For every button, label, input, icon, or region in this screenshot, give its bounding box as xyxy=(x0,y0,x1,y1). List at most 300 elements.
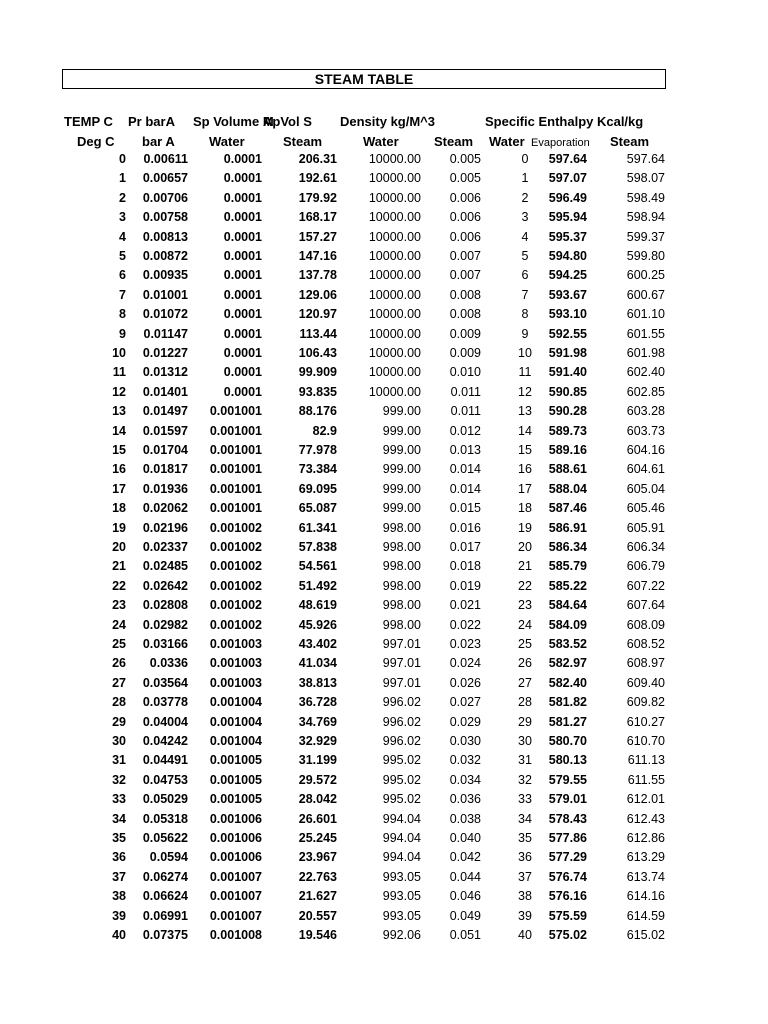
cell-enthalpy-evaporation: 579.55 xyxy=(548,772,587,787)
cell-pressure: 0.01597 xyxy=(142,423,188,438)
cell-spvol-water: 0.0001 xyxy=(223,307,262,322)
cell-density-water: 998.00 xyxy=(382,617,421,632)
cell-enthalpy-steam: 608.52 xyxy=(626,637,665,651)
table-row xyxy=(0,307,768,326)
cell-pressure: 0.00706 xyxy=(142,190,188,205)
cell-enthalpy-steam: 601.10 xyxy=(626,307,665,322)
subheader-spvol-steam: Steam xyxy=(283,134,323,149)
table-row xyxy=(0,268,768,287)
table-row xyxy=(0,404,768,423)
cell-spvol-steam: 21.627 xyxy=(298,889,337,904)
cell-density-water: 999.00 xyxy=(382,481,421,496)
cell-pressure: 0.01704 xyxy=(142,443,188,457)
cell-enthalpy-evaporation: 584.09 xyxy=(548,617,587,632)
cell-density-water: 10000.00 xyxy=(368,365,421,380)
cell-enthalpy-water: 31 xyxy=(518,753,532,768)
cell-density-steam: 0.032 xyxy=(449,753,481,768)
cell-enthalpy-evaporation: 593.67 xyxy=(548,287,587,302)
cell-density-steam: 0.008 xyxy=(449,307,481,322)
cell-density-water: 10000.00 xyxy=(368,171,421,186)
header-density: Density kg/M^3 xyxy=(340,114,436,129)
cell-enthalpy-evaporation: 586.91 xyxy=(548,520,587,535)
cell-enthalpy-water: 28 xyxy=(518,695,532,710)
cell-pressure: 0.05622 xyxy=(142,831,188,845)
cell-density-steam: 0.005 xyxy=(449,171,481,186)
cell-enthalpy-water: 12 xyxy=(518,384,532,399)
cell-density-water: 998.00 xyxy=(382,598,421,613)
table-row xyxy=(0,443,768,462)
cell-enthalpy-steam: 599.37 xyxy=(626,229,665,244)
cell-pressure: 0.00872 xyxy=(142,249,188,263)
table-row xyxy=(0,734,768,753)
cell-density-water: 10000.00 xyxy=(368,346,421,360)
table-row xyxy=(0,385,768,404)
header-apvol: ApVol S xyxy=(263,114,312,129)
cell-enthalpy-water: 34 xyxy=(518,811,532,826)
cell-pressure: 0.03778 xyxy=(142,695,188,710)
cell-spvol-steam: 179.92 xyxy=(298,190,337,205)
cell-density-steam: 0.024 xyxy=(449,656,481,671)
cell-density-steam: 0.015 xyxy=(449,501,481,516)
cell-temp: 35 xyxy=(112,831,126,845)
cell-spvol-steam: 43.402 xyxy=(298,637,337,651)
cell-density-steam: 0.029 xyxy=(449,714,481,729)
cell-density-water: 998.00 xyxy=(382,520,421,535)
cell-enthalpy-steam: 600.67 xyxy=(626,287,665,302)
cell-spvol-water: 0.0001 xyxy=(223,346,262,360)
table-row xyxy=(0,618,768,637)
cell-enthalpy-water: 16 xyxy=(518,462,532,477)
subheader-enthalpy-evaporation: Evaporation xyxy=(531,137,590,149)
cell-temp: 5 xyxy=(119,249,126,263)
cell-spvol-water: 0.001005 xyxy=(209,792,262,807)
cell-density-steam: 0.006 xyxy=(449,210,481,225)
cell-temp: 6 xyxy=(119,268,126,283)
table-row xyxy=(0,637,768,656)
cell-temp: 9 xyxy=(119,326,126,341)
table-row xyxy=(0,850,768,869)
cell-pressure: 0.00611 xyxy=(143,152,188,166)
cell-enthalpy-steam: 605.46 xyxy=(626,501,665,516)
cell-spvol-steam: 69.095 xyxy=(298,481,337,496)
table-row xyxy=(0,928,768,947)
cell-spvol-water: 0.001004 xyxy=(209,734,262,748)
cell-pressure: 0.04753 xyxy=(142,772,188,787)
cell-spvol-steam: 99.909 xyxy=(298,365,337,380)
cell-enthalpy-water: 10 xyxy=(518,346,532,360)
cell-spvol-steam: 36.728 xyxy=(298,695,337,710)
table-row xyxy=(0,909,768,928)
cell-enthalpy-water: 17 xyxy=(518,481,532,496)
cell-density-steam: 0.011 xyxy=(450,384,481,399)
cell-temp: 0 xyxy=(119,152,126,166)
cell-enthalpy-steam: 613.29 xyxy=(626,850,665,865)
cell-density-water: 10000.00 xyxy=(368,384,421,399)
cell-temp: 15 xyxy=(112,443,126,457)
cell-enthalpy-water: 36 xyxy=(518,850,532,865)
cell-spvol-water: 0.001001 xyxy=(209,404,262,419)
cell-density-steam: 0.036 xyxy=(449,792,481,807)
cell-temp: 1 xyxy=(119,171,126,186)
cell-enthalpy-evaporation: 580.13 xyxy=(548,753,587,768)
cell-enthalpy-water: 11 xyxy=(518,365,532,380)
cell-enthalpy-steam: 598.94 xyxy=(626,210,665,225)
cell-density-water: 999.00 xyxy=(382,423,421,438)
cell-spvol-steam: 192.61 xyxy=(298,171,337,186)
cell-density-water: 993.05 xyxy=(382,889,421,904)
cell-density-water: 998.00 xyxy=(382,578,421,593)
cell-enthalpy-steam: 604.16 xyxy=(626,443,665,457)
cell-spvol-water: 0.001007 xyxy=(209,889,262,904)
cell-spvol-steam: 120.97 xyxy=(298,307,337,322)
cell-temp: 10 xyxy=(112,346,126,360)
cell-spvol-steam: 147.16 xyxy=(298,249,337,263)
cell-density-steam: 0.034 xyxy=(449,772,481,787)
table-row xyxy=(0,792,768,811)
cell-pressure: 0.04491 xyxy=(142,753,188,768)
cell-temp: 16 xyxy=(112,462,126,477)
cell-pressure: 0.06274 xyxy=(142,869,188,884)
subheader-bar: bar A xyxy=(142,134,175,149)
cell-spvol-water: 0.0001 xyxy=(223,229,262,244)
cell-spvol-steam: 26.601 xyxy=(298,811,337,826)
cell-enthalpy-evaporation: 592.55 xyxy=(548,326,587,341)
cell-enthalpy-water: 5 xyxy=(521,249,529,263)
cell-density-water: 10000.00 xyxy=(368,326,421,341)
cell-density-steam: 0.051 xyxy=(449,928,481,942)
cell-enthalpy-steam: 603.28 xyxy=(626,404,665,419)
cell-enthalpy-evaporation: 585.79 xyxy=(548,559,587,574)
cell-enthalpy-evaporation: 586.34 xyxy=(548,540,587,554)
cell-temp: 18 xyxy=(112,501,126,516)
cell-enthalpy-water: 3 xyxy=(521,210,529,225)
cell-enthalpy-water: 14 xyxy=(518,423,532,438)
cell-spvol-water: 0.001007 xyxy=(209,908,262,923)
cell-enthalpy-evaporation: 576.16 xyxy=(548,889,587,904)
cell-enthalpy-steam: 605.04 xyxy=(626,481,665,496)
cell-enthalpy-steam: 603.73 xyxy=(626,423,665,438)
cell-density-water: 10000.00 xyxy=(368,229,421,244)
table-row xyxy=(0,870,768,889)
cell-density-steam: 0.022 xyxy=(449,617,481,632)
cell-pressure: 0.01401 xyxy=(142,384,188,399)
cell-temp: 36 xyxy=(112,850,126,865)
cell-enthalpy-evaporation: 580.70 xyxy=(548,734,587,748)
cell-enthalpy-evaporation: 588.04 xyxy=(548,481,587,496)
cell-enthalpy-steam: 601.55 xyxy=(626,326,665,341)
cell-density-steam: 0.019 xyxy=(449,578,481,593)
cell-density-water: 993.05 xyxy=(382,869,421,884)
cell-enthalpy-water: 40 xyxy=(518,928,532,942)
cell-enthalpy-water: 37 xyxy=(518,869,532,884)
cell-enthalpy-steam: 598.49 xyxy=(626,190,665,205)
cell-enthalpy-steam: 615.02 xyxy=(626,928,665,942)
cell-spvol-steam: 32.929 xyxy=(298,734,337,748)
cell-enthalpy-water: 29 xyxy=(518,714,532,729)
cell-density-steam: 0.016 xyxy=(449,520,481,535)
table-row xyxy=(0,812,768,831)
table-row xyxy=(0,656,768,675)
cell-pressure: 0.05318 xyxy=(142,811,188,826)
cell-density-steam: 0.042 xyxy=(449,850,481,865)
cell-enthalpy-steam: 612.01 xyxy=(626,792,665,807)
cell-density-steam: 0.006 xyxy=(449,229,481,244)
cell-density-steam: 0.044 xyxy=(449,869,481,884)
cell-spvol-steam: 22.763 xyxy=(298,869,337,884)
cell-enthalpy-steam: 610.27 xyxy=(626,714,665,729)
cell-density-steam: 0.013 xyxy=(449,443,481,457)
cell-pressure: 0.0594 xyxy=(149,850,188,865)
cell-enthalpy-steam: 606.34 xyxy=(626,540,665,554)
cell-spvol-water: 0.001002 xyxy=(209,540,262,554)
cell-spvol-water: 0.001003 xyxy=(209,637,262,651)
cell-spvol-water: 0.001002 xyxy=(209,578,262,593)
table-row xyxy=(0,695,768,714)
cell-pressure: 0.01497 xyxy=(142,404,188,419)
cell-enthalpy-steam: 609.40 xyxy=(626,675,665,690)
cell-spvol-water: 0.0001 xyxy=(223,326,262,341)
subheader-density-steam: Steam xyxy=(434,134,474,149)
cell-density-water: 997.01 xyxy=(382,656,421,671)
cell-enthalpy-evaporation: 589.16 xyxy=(548,443,587,457)
cell-enthalpy-steam: 609.82 xyxy=(626,695,665,710)
cell-density-water: 996.02 xyxy=(382,734,421,748)
cell-enthalpy-steam: 607.22 xyxy=(626,578,665,593)
cell-enthalpy-evaporation: 577.86 xyxy=(548,831,587,845)
cell-spvol-steam: 51.492 xyxy=(298,578,337,593)
cell-temp: 7 xyxy=(119,287,126,302)
table-row xyxy=(0,889,768,908)
table-row xyxy=(0,424,768,443)
cell-temp: 30 xyxy=(112,734,126,748)
cell-enthalpy-water: 33 xyxy=(518,792,532,807)
page-title: STEAM TABLE xyxy=(62,69,666,89)
cell-spvol-steam: 106.43 xyxy=(298,346,337,360)
cell-density-steam: 0.014 xyxy=(449,481,481,496)
cell-temp: 24 xyxy=(112,617,126,632)
cell-spvol-water: 0.001002 xyxy=(209,598,262,613)
cell-spvol-water: 0.001003 xyxy=(209,656,262,671)
cell-enthalpy-water: 13 xyxy=(518,404,532,419)
cell-pressure: 0.02485 xyxy=(142,559,188,574)
cell-enthalpy-evaporation: 597.64 xyxy=(548,152,587,166)
table-row xyxy=(0,559,768,578)
cell-enthalpy-steam: 604.61 xyxy=(626,462,665,477)
cell-spvol-water: 0.0001 xyxy=(223,384,262,399)
cell-enthalpy-water: 21 xyxy=(518,559,532,574)
cell-spvol-water: 0.0001 xyxy=(223,287,262,302)
cell-density-water: 10000.00 xyxy=(368,307,421,322)
cell-enthalpy-water: 32 xyxy=(518,772,532,787)
table-row xyxy=(0,715,768,734)
cell-density-steam: 0.007 xyxy=(449,268,481,283)
cell-enthalpy-evaporation: 581.27 xyxy=(548,714,587,729)
cell-enthalpy-water: 8 xyxy=(521,307,529,322)
cell-density-water: 995.02 xyxy=(382,792,421,807)
cell-temp: 23 xyxy=(112,598,126,613)
cell-pressure: 0.01817 xyxy=(142,462,188,477)
cell-enthalpy-water: 25 xyxy=(518,637,532,651)
cell-pressure: 0.01001 xyxy=(142,287,188,302)
table-row xyxy=(0,598,768,617)
cell-density-water: 994.04 xyxy=(382,831,421,845)
cell-enthalpy-evaporation: 581.82 xyxy=(548,695,587,710)
cell-temp: 26 xyxy=(112,656,126,671)
cell-enthalpy-water: 24 xyxy=(518,617,532,632)
cell-density-steam: 0.006 xyxy=(449,190,481,205)
cell-spvol-water: 0.001004 xyxy=(209,695,262,710)
cell-pressure: 0.03166 xyxy=(142,637,188,651)
cell-spvol-water: 0.0001 xyxy=(223,210,262,225)
cell-spvol-water: 0.001003 xyxy=(209,675,262,690)
cell-spvol-steam: 45.926 xyxy=(298,617,337,632)
cell-enthalpy-steam: 602.40 xyxy=(626,365,665,380)
cell-enthalpy-water: 39 xyxy=(518,908,532,923)
cell-enthalpy-evaporation: 587.46 xyxy=(548,501,587,516)
cell-temp: 39 xyxy=(112,908,126,923)
subheader-density-water: Water xyxy=(363,134,399,149)
cell-temp: 32 xyxy=(112,772,126,787)
cell-density-water: 999.00 xyxy=(382,501,421,516)
cell-spvol-steam: 34.769 xyxy=(298,714,337,729)
cell-density-steam: 0.040 xyxy=(449,831,481,845)
header-pressure: Pr barA xyxy=(128,114,175,129)
table-row xyxy=(0,230,768,249)
cell-temp: 22 xyxy=(112,578,126,593)
cell-temp: 3 xyxy=(119,210,126,225)
cell-density-steam: 0.049 xyxy=(449,908,481,923)
cell-enthalpy-evaporation: 595.94 xyxy=(548,210,587,225)
cell-density-steam: 0.023 xyxy=(449,637,481,651)
cell-density-steam: 0.007 xyxy=(449,249,481,263)
cell-spvol-water: 0.0001 xyxy=(223,152,262,166)
cell-enthalpy-evaporation: 578.43 xyxy=(548,811,587,826)
cell-pressure: 0.00935 xyxy=(142,268,188,283)
cell-density-steam: 0.008 xyxy=(449,287,481,302)
cell-spvol-steam: 54.561 xyxy=(298,559,337,574)
cell-spvol-steam: 19.546 xyxy=(298,928,337,942)
cell-enthalpy-steam: 608.09 xyxy=(626,617,665,632)
subheader-enthalpy-water: Water xyxy=(489,134,525,149)
cell-spvol-water: 0.001001 xyxy=(209,462,262,477)
cell-enthalpy-steam: 598.07 xyxy=(626,171,665,186)
cell-temp: 13 xyxy=(112,404,126,419)
cell-spvol-water: 0.001001 xyxy=(209,423,262,438)
cell-enthalpy-evaporation: 591.98 xyxy=(548,346,587,360)
cell-density-steam: 0.046 xyxy=(449,889,481,904)
cell-spvol-water: 0.0001 xyxy=(223,171,262,186)
cell-enthalpy-evaporation: 593.10 xyxy=(548,307,587,322)
cell-pressure: 0.02982 xyxy=(142,617,188,632)
cell-density-water: 10000.00 xyxy=(368,268,421,283)
cell-temp: 19 xyxy=(112,520,126,535)
cell-enthalpy-water: 23 xyxy=(518,598,532,613)
cell-temp: 2 xyxy=(119,190,126,205)
cell-temp: 34 xyxy=(112,811,126,826)
cell-spvol-water: 0.0001 xyxy=(223,249,262,263)
table-row xyxy=(0,327,768,346)
cell-enthalpy-steam: 597.64 xyxy=(626,152,665,166)
cell-spvol-steam: 82.9 xyxy=(312,423,337,438)
cell-spvol-water: 0.001007 xyxy=(209,869,262,884)
cell-spvol-steam: 88.176 xyxy=(298,404,337,419)
cell-temp: 28 xyxy=(112,695,126,710)
cell-pressure: 0.02642 xyxy=(142,578,188,593)
cell-enthalpy-evaporation: 594.80 xyxy=(548,249,587,263)
cell-density-water: 10000.00 xyxy=(368,287,421,302)
cell-enthalpy-evaporation: 584.64 xyxy=(548,598,587,613)
cell-density-water: 999.00 xyxy=(382,443,421,457)
cell-density-water: 992.06 xyxy=(382,928,421,942)
cell-density-water: 995.02 xyxy=(382,772,421,787)
cell-spvol-steam: 25.245 xyxy=(298,831,337,845)
cell-pressure: 0.01936 xyxy=(142,481,188,496)
cell-density-steam: 0.018 xyxy=(449,559,481,574)
cell-density-water: 995.02 xyxy=(382,753,421,768)
cell-spvol-steam: 57.838 xyxy=(298,540,337,554)
cell-enthalpy-evaporation: 594.25 xyxy=(548,268,587,283)
cell-density-water: 994.04 xyxy=(382,850,421,865)
cell-enthalpy-evaporation: 589.73 xyxy=(548,423,587,438)
cell-spvol-water: 0.001002 xyxy=(209,617,262,632)
cell-temp: 33 xyxy=(112,792,126,807)
cell-enthalpy-steam: 611.13 xyxy=(627,753,665,768)
subheader-spvol-water: Water xyxy=(209,134,245,149)
cell-enthalpy-evaporation: 585.22 xyxy=(548,578,587,593)
cell-enthalpy-water: 15 xyxy=(518,443,532,457)
cell-enthalpy-evaporation: 576.74 xyxy=(548,869,587,884)
cell-spvol-water: 0.001006 xyxy=(209,811,262,826)
cell-density-steam: 0.030 xyxy=(449,734,481,748)
cell-temp: 27 xyxy=(112,675,126,690)
cell-spvol-water: 0.0001 xyxy=(223,190,262,205)
cell-enthalpy-evaporation: 591.40 xyxy=(548,365,587,380)
cell-spvol-steam: 137.78 xyxy=(298,268,337,283)
cell-temp: 25 xyxy=(112,637,126,651)
table-row xyxy=(0,501,768,520)
cell-enthalpy-steam: 602.85 xyxy=(626,384,665,399)
cell-enthalpy-evaporation: 575.59 xyxy=(548,908,587,923)
cell-spvol-steam: 48.619 xyxy=(298,598,337,613)
cell-density-water: 998.00 xyxy=(382,540,421,554)
table-row xyxy=(0,831,768,850)
cell-spvol-steam: 113.44 xyxy=(299,326,337,341)
cell-spvol-steam: 23.967 xyxy=(298,850,337,865)
cell-pressure: 0.06991 xyxy=(142,908,188,923)
cell-temp: 37 xyxy=(112,869,126,884)
cell-enthalpy-steam: 612.86 xyxy=(626,831,665,845)
cell-spvol-water: 0.001001 xyxy=(209,443,262,457)
cell-enthalpy-water: 26 xyxy=(518,656,532,671)
cell-density-water: 10000.00 xyxy=(368,249,421,263)
cell-density-water: 997.01 xyxy=(382,675,421,690)
cell-spvol-steam: 41.034 xyxy=(298,656,337,671)
cell-density-water: 996.02 xyxy=(382,714,421,729)
cell-enthalpy-water: 4 xyxy=(521,229,529,244)
cell-temp: 11 xyxy=(112,365,126,380)
cell-density-water: 10000.00 xyxy=(368,190,421,205)
table-row xyxy=(0,152,768,171)
cell-temp: 31 xyxy=(112,753,126,768)
cell-temp: 40 xyxy=(112,928,126,942)
table-row xyxy=(0,773,768,792)
cell-temp: 8 xyxy=(119,307,126,322)
cell-enthalpy-water: 38 xyxy=(518,889,532,904)
cell-density-steam: 0.021 xyxy=(449,598,481,613)
cell-temp: 21 xyxy=(112,559,126,574)
cell-enthalpy-steam: 606.79 xyxy=(626,559,665,574)
table-row xyxy=(0,171,768,190)
